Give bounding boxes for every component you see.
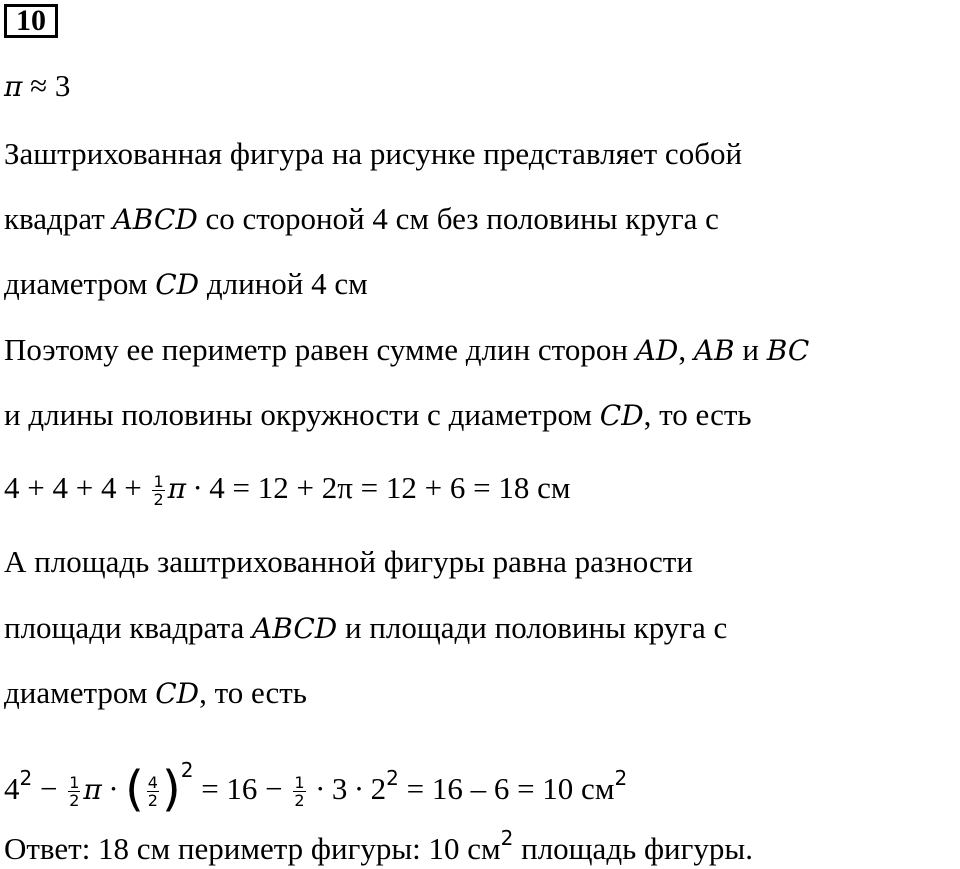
text-line bbox=[4, 608, 727, 649]
text-span: и bbox=[734, 332, 767, 367]
fraction-denominator: 2 bbox=[69, 791, 80, 811]
perimeter-formula bbox=[4, 468, 571, 509]
text-span: площади квадрата bbox=[4, 610, 253, 645]
text-span: квадрат bbox=[4, 201, 113, 236]
pi-value: 3 bbox=[54, 68, 71, 103]
text-line bbox=[4, 395, 752, 436]
text-span: , то есть bbox=[199, 675, 307, 710]
area-formula bbox=[4, 750, 628, 817]
exponent: 2 bbox=[614, 766, 628, 790]
formula-text: ∙ bbox=[101, 771, 126, 806]
fraction-numerator: 1 bbox=[69, 773, 80, 793]
text-span: Поэтому ее периметр равен сумме длин сторон bbox=[4, 332, 636, 367]
text-line bbox=[4, 673, 307, 714]
pi-symbol: π bbox=[167, 472, 187, 505]
fraction-denominator: 2 bbox=[153, 490, 164, 510]
text-line bbox=[4, 199, 719, 240]
formula-text: ∙ 3 ∙ 2 bbox=[308, 771, 387, 806]
math-abcd: ABCD bbox=[252, 612, 338, 645]
math-ad: AD bbox=[635, 334, 679, 367]
text-span: диаметром bbox=[4, 675, 156, 710]
fraction-one-half bbox=[152, 473, 164, 508]
exponent: 2 bbox=[19, 766, 33, 790]
fraction-four-halves bbox=[147, 774, 159, 809]
answer-line bbox=[4, 818, 753, 869]
fraction-denominator: 2 bbox=[294, 791, 305, 811]
pi-symbol: π bbox=[4, 70, 23, 103]
right-paren: ) bbox=[161, 760, 181, 817]
formula-text: 4 + 4 + 4 + bbox=[4, 470, 150, 505]
text-span: , то есть bbox=[643, 397, 752, 432]
left-paren: ( bbox=[125, 760, 144, 817]
fraction-numerator: 1 bbox=[294, 773, 305, 793]
text-line bbox=[4, 264, 368, 305]
formula-text: − bbox=[32, 771, 66, 806]
fraction-numerator: 1 bbox=[153, 472, 164, 492]
exponent: 2 bbox=[180, 758, 194, 782]
exponent: 2 bbox=[500, 826, 514, 850]
pi-approximation bbox=[4, 66, 70, 107]
text-span: и длины половины окружности с диаметром bbox=[4, 397, 600, 432]
pi-symbol: π bbox=[83, 773, 102, 806]
text-span: , bbox=[678, 332, 694, 367]
fraction-numerator: 4 bbox=[147, 773, 158, 793]
formula-text: ∙ 4 = 12 + 2π = 12 + 6 = 18 см bbox=[186, 470, 571, 505]
text-line: А площадь заштрихованной фигуры равна разности bbox=[4, 544, 693, 579]
answer-text: Ответ: 18 см периметр фигуры: 10 см bbox=[4, 831, 501, 866]
math-abcd: ABCD bbox=[112, 203, 198, 236]
fraction-denominator: 2 bbox=[147, 791, 158, 811]
task-number-box: 10 bbox=[4, 4, 58, 38]
math-cd: CD bbox=[155, 268, 200, 301]
math-cd: CD bbox=[155, 677, 200, 710]
formula-text: 4 bbox=[4, 771, 20, 806]
exponent: 2 bbox=[386, 766, 399, 790]
formula-text: = 16 – 6 = 10 см bbox=[398, 771, 615, 806]
fraction-one-half bbox=[68, 774, 80, 809]
math-cd: CD bbox=[599, 399, 644, 432]
text-span: диаметром bbox=[4, 266, 156, 301]
fraction-one-half bbox=[293, 774, 305, 809]
text-line: Заштрихованная фигура на рисунке представляет собой bbox=[4, 136, 743, 171]
answer-text: площадь фигуры. bbox=[513, 831, 753, 866]
text-span: и площади половины круга с bbox=[337, 610, 728, 645]
formula-text: = 16 − bbox=[193, 771, 291, 806]
math-bc: BC bbox=[766, 334, 810, 367]
approx-sign: ≈ bbox=[30, 68, 48, 103]
text-span: со стороной 4 см без половины круга с bbox=[197, 201, 719, 236]
text-line bbox=[4, 330, 809, 371]
math-ab: AB bbox=[693, 334, 735, 367]
text-span: длиной 4 см bbox=[199, 266, 368, 301]
